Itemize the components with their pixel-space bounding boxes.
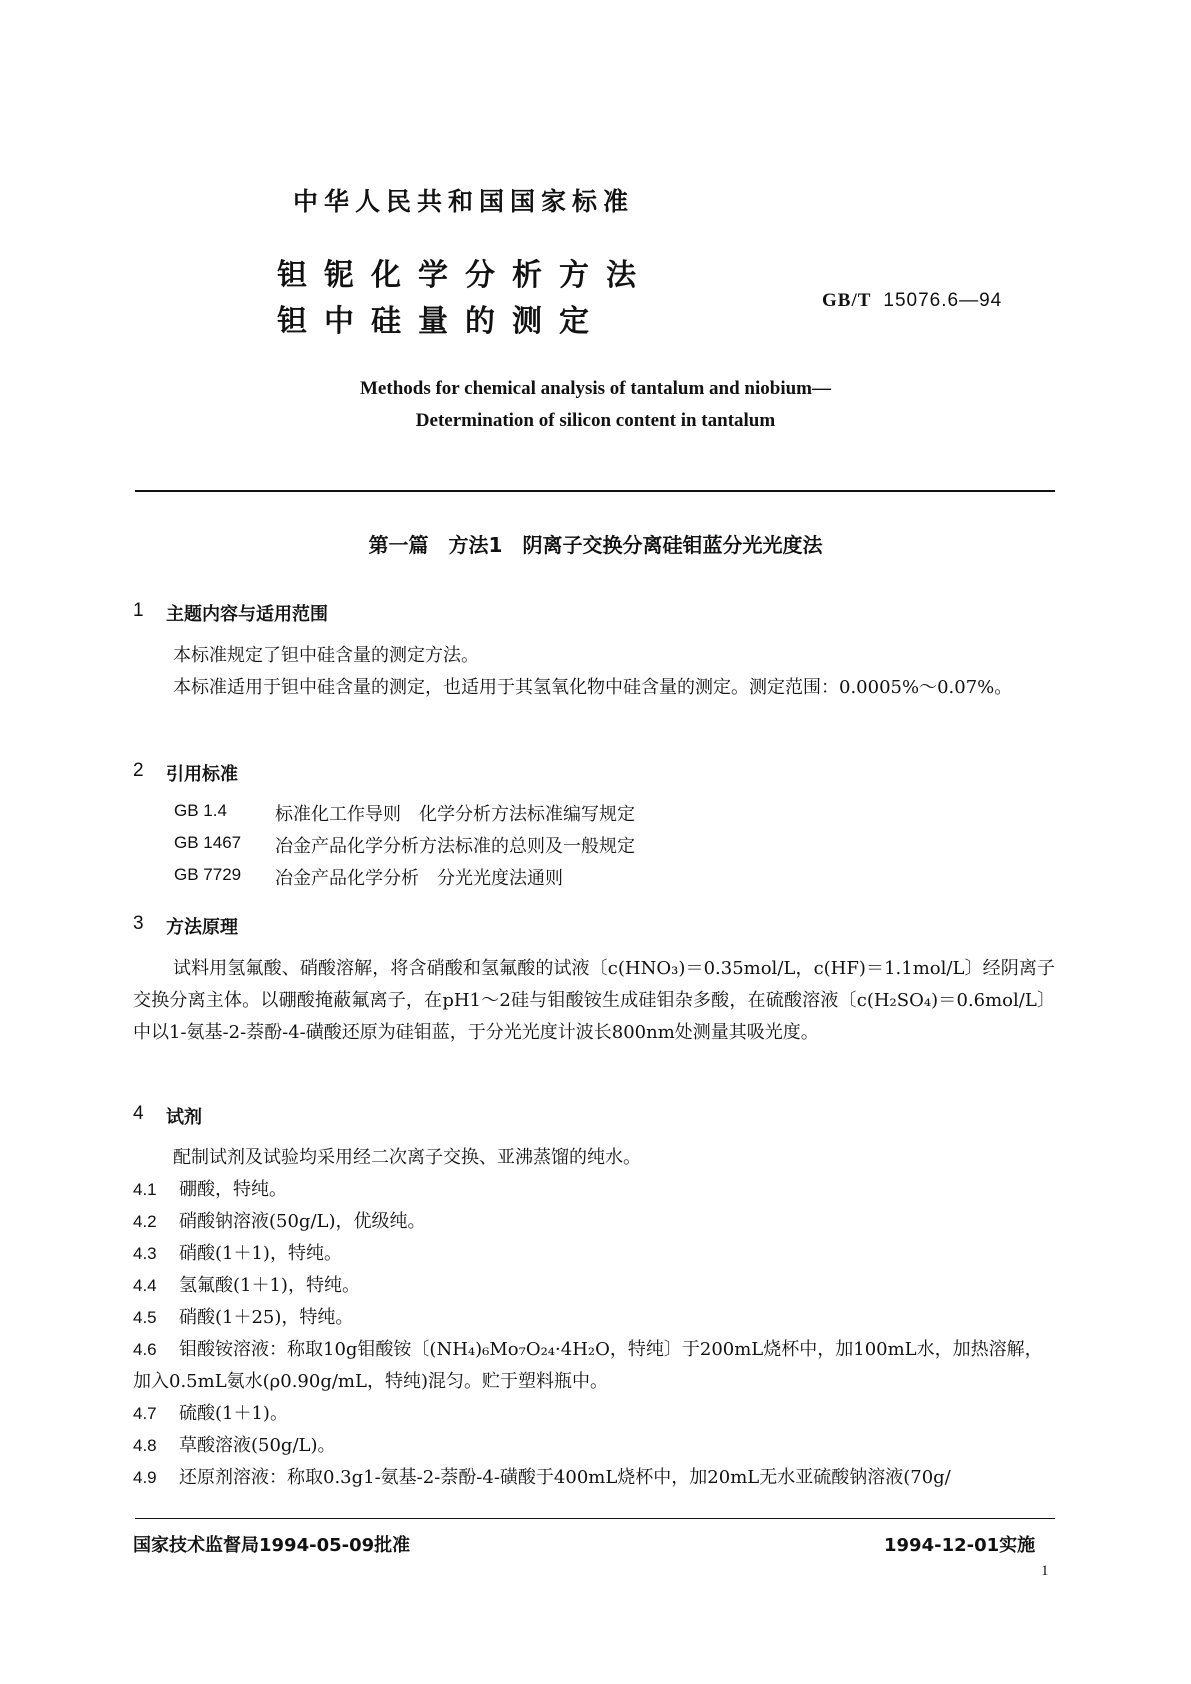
reagent-number: 4.2: [133, 1212, 157, 1231]
reagent-item: [133, 1462, 1055, 1494]
reagent-number: 4.5: [133, 1308, 157, 1327]
section-1-paragraph-1: 本标准规定了钽中硅含量的测定方法。: [173, 645, 479, 666]
reference-code-2: GB 1467: [174, 833, 242, 852]
section-4-title: 试剂: [166, 1107, 202, 1128]
standard-number: [822, 290, 1002, 312]
reagent-number: 4.1: [133, 1180, 157, 1199]
standard-prefix: GB/T: [822, 290, 872, 311]
section-4-number: 4: [133, 1103, 144, 1124]
reagent-item: [133, 1174, 1055, 1206]
section-2-number: 2: [133, 760, 144, 781]
reagent-number: 4.4: [133, 1276, 157, 1295]
reagent-text: 硝酸(1＋25)，特纯。: [179, 1307, 354, 1328]
section-2-title: 引用标准: [166, 764, 238, 785]
reagent-item: [133, 1398, 1055, 1430]
english-title-line2: Determination of silicon content in tantalum: [415, 410, 776, 431]
reagent-text: 硫酸(1＋1)。: [179, 1403, 288, 1424]
reagent-number: 4.8: [133, 1436, 157, 1455]
document-title-line1: 钽铌化学分析方法: [277, 258, 653, 293]
standard-code: 15076.6—94: [883, 290, 1003, 311]
reference-text-1: 标准化工作导则 化学分析方法标准编写规定: [275, 804, 635, 825]
section-1-title: 主题内容与适用范围: [166, 604, 328, 625]
document-title-line2: 钽中硅量的测定: [277, 304, 606, 339]
reference-code-3: GB 7729: [174, 865, 242, 884]
reagent-number: 4.6: [133, 1340, 157, 1359]
reagent-number: 4.3: [133, 1244, 157, 1263]
implementation-date: 1994-12-01实施: [884, 1535, 1036, 1556]
page-number: 1: [1041, 1563, 1049, 1579]
reagent-item: [133, 1302, 1055, 1334]
header-divider: [135, 490, 1055, 492]
section-3-title: 方法原理: [166, 917, 238, 938]
section-1-paragraph-2: 本标准适用于钽中硅含量的测定，也适用于其氢氧化物中硅含量的测定。测定范围：0.0005%～0.07%。: [173, 677, 1013, 698]
reagent-text: 还原剂溶液：称取0.3g1-氨基-2-萘酚-4-磺酸于400mL烧杯中，加20mL无水亚硫酸钠溶液(70g/: [179, 1467, 951, 1488]
section-3-paragraph: 试料用氢氟酸、硝酸溶解，将含硝酸和氢氟酸的试液〔c(HNO₃)＝0.35mol/L，c(HF)＝1.1mol/L〕经阴离子交换分离主体。以硼酸掩蔽氟离子，在pH1～2硅与钼酸铵生成硅钼杂多酸，在硫酸溶液〔c(H₂SO₄)＝0.6mol/L〕中以1-氨基-2-萘酚-4-磺酸还原为硅钼蓝，于分光光度计波长800nm处测量其吸光度。: [133, 958, 1055, 1043]
reagent-item: [133, 1270, 1055, 1302]
reagent-number: 4.9: [133, 1468, 157, 1487]
part-heading: 第一篇 方法1 阴离子交换分离硅钼蓝分光光度法: [368, 533, 823, 557]
section-1-number: 1: [133, 600, 144, 621]
reagent-text: 硝酸(1＋1)，特纯。: [179, 1243, 342, 1264]
reference-text-3: 冶金产品化学分析 分光光度法通则: [275, 868, 563, 889]
section-4-intro: 配制试剂及试验均采用经二次离子交换、亚沸蒸馏的纯水。: [173, 1147, 641, 1168]
reagent-item: [133, 1206, 1055, 1238]
english-title-line1: Methods for chemical analysis of tantalum and niobium—: [360, 378, 831, 399]
reagent-number: 4.7: [133, 1404, 157, 1423]
reagent-text: 硼酸，特纯。: [179, 1179, 287, 1200]
reagent-text: 氢氟酸(1＋1)，特纯。: [179, 1275, 360, 1296]
reagent-text: 钼酸铵溶液：称取10g钼酸铵〔(NH₄)₆Mo₇O₂₄·4H₂O，特纯〕于200mL烧杯中，加100mL水，加热溶解，加入0.5mL氨水(ρ0.90g/mL，特纯)混匀。贮于塑料瓶中。: [133, 1339, 1043, 1392]
reagent-text: 硝酸钠溶液(50g/L)，优级纯。: [179, 1211, 426, 1232]
reagent-item: [133, 1238, 1055, 1270]
section-3-number: 3: [133, 913, 144, 934]
footer-divider: [135, 1518, 1055, 1519]
approval-date: 国家技术监督局1994-05-09批准: [133, 1535, 411, 1556]
reagent-item: [133, 1334, 1055, 1398]
reagent-item: [133, 1430, 1055, 1462]
reagent-text: 草酸溶液(50g/L)。: [179, 1435, 336, 1456]
national-standard-heading: 中华人民共和国国家标准: [293, 187, 635, 216]
reference-text-2: 冶金产品化学分析方法标准的总则及一般规定: [275, 836, 635, 857]
reference-code-1: GB 1.4: [174, 801, 227, 820]
